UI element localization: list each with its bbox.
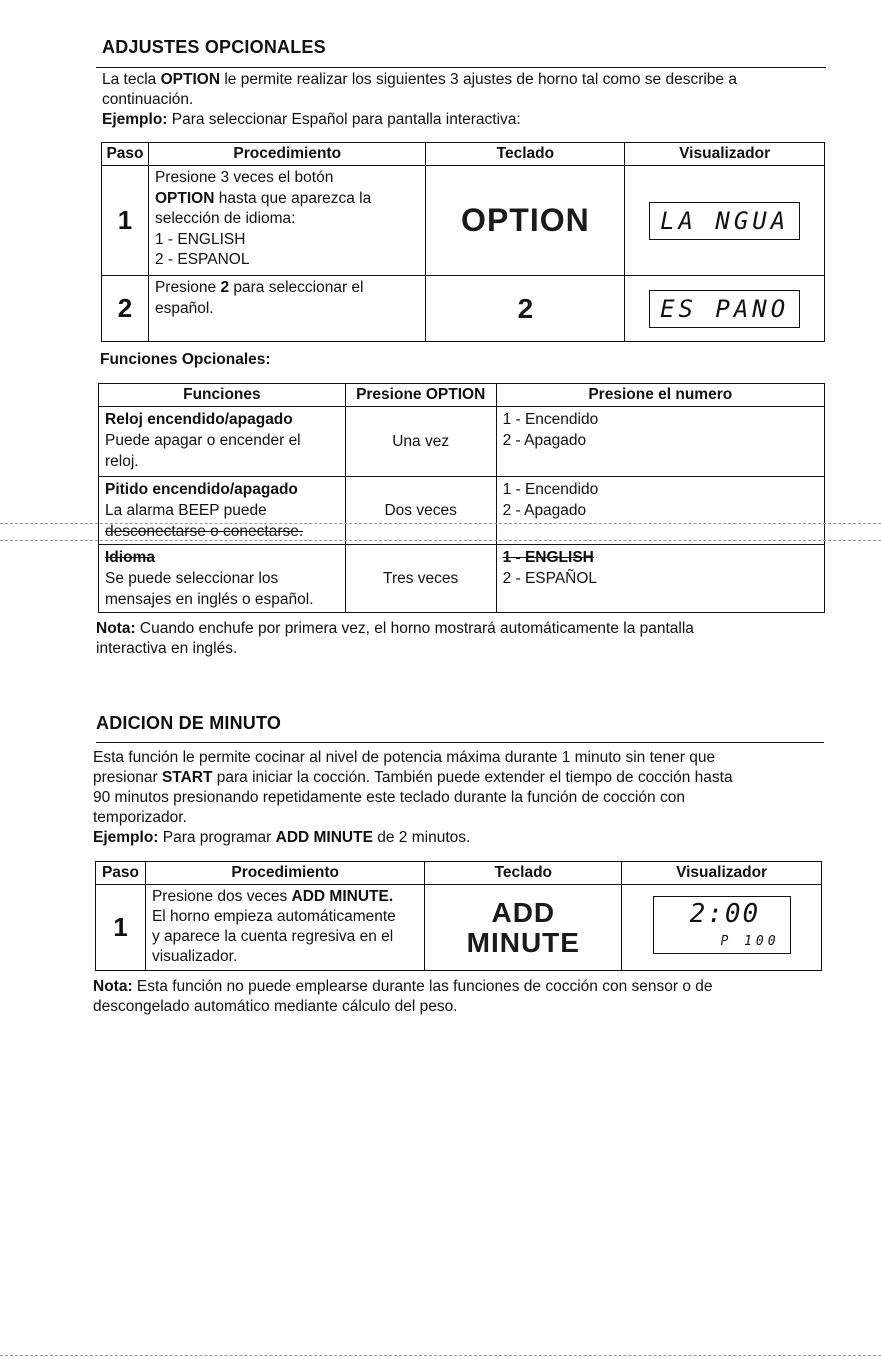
numbers-cell (496, 407, 824, 477)
header-paso: Paso (96, 862, 146, 885)
keypad-cell (426, 166, 625, 276)
example-label: Ejemplo: (102, 111, 168, 128)
option-steps-table (101, 142, 825, 342)
header-visualizador: Visualizador (622, 862, 822, 885)
title-rule (96, 67, 826, 68)
function-desc: Puede apagar o encender el (105, 432, 301, 449)
example-label: Ejemplo: (93, 829, 159, 846)
press-cell: Dos veces (345, 477, 496, 545)
example-key: ADD MINUTE (275, 829, 373, 846)
paragraph-line: Esta función le permite cocinar al nivel de potencia máxima durante 1 minuto sin tener que (93, 749, 716, 766)
procedure-line: OPTION hasta que aparezca la (154, 189, 372, 207)
procedure-line: español. (154, 299, 214, 317)
function-desc: desconectarse o conectarse. (105, 523, 304, 540)
paragraph-line: 90 minutos presionando repetidamente este teclado durante la función de cocción con (93, 789, 685, 806)
table-header-row (99, 384, 825, 407)
intro-text-post: le permite realizar los siguientes 3 ajustes de horno tal como se describe a (220, 71, 737, 88)
note-text: Esta función no puede emplearse durante las funciones de cocción con sensor o de (132, 978, 713, 995)
example-text: Para programar (158, 829, 276, 846)
table-row (102, 166, 825, 276)
procedure-line: Presione 3 veces el botón (154, 169, 334, 186)
table-header-row (96, 862, 822, 885)
procedure-key: ADD MINUTE. (291, 888, 394, 905)
header-teclado: Teclado (426, 143, 625, 166)
step-number: 1 (102, 166, 149, 276)
note-text: Cuando enchufe por primera vez, el horno mostrará automáticamente la pantalla (135, 620, 694, 637)
procedure-line: El horno empieza automáticamente (151, 908, 396, 925)
procedure-text: Presione dos veces (151, 888, 292, 905)
note-text: descongelado automático mediante cálculo del peso. (93, 998, 458, 1015)
numbers-cell (496, 545, 824, 613)
header-procedimiento: Procedimiento (145, 862, 425, 885)
table-header-row (102, 143, 825, 166)
procedure-cell (148, 276, 426, 342)
number-2-key: 2 (517, 292, 534, 324)
keypad-cell (425, 885, 622, 971)
function-title: Idioma (105, 549, 155, 566)
function-title: Pitido encendido/apagado (105, 481, 298, 498)
header-teclado: Teclado (425, 862, 622, 885)
note-label: Nota: (96, 620, 136, 637)
press-cell: Una vez (345, 407, 496, 477)
step-number: 1 (96, 885, 146, 971)
table-row (102, 276, 825, 342)
minute-key-line: MINUTE (466, 926, 580, 958)
header-visualizador: Visualizador (625, 143, 825, 166)
number-option: 2 - Apagado (502, 502, 587, 519)
lcd-time: 2:00 (689, 899, 761, 929)
header-funciones: Funciones (99, 384, 346, 407)
table-row (99, 477, 825, 545)
keypad-cell (426, 276, 625, 342)
adicion-paragraph (93, 748, 833, 848)
paragraph-text: para iniciar la cocción. También puede extender el tiempo de cocción hasta (216, 769, 733, 786)
example-text: de 2 minutos. (372, 829, 471, 846)
number-option: 2 - ESPAÑOL (502, 570, 598, 587)
step-number: 2 (102, 276, 149, 342)
add-key-line: ADD (491, 896, 556, 928)
intro-line2: continuación. (102, 91, 194, 108)
function-cell (99, 545, 346, 613)
header-presione-numero: Presione el numero (496, 384, 824, 407)
procedure-line: 2 - ESPANOL (154, 251, 250, 268)
example-text: Para seleccionar Español para pantalla interactiva: (167, 111, 521, 128)
header-procedimiento: Procedimiento (148, 143, 426, 166)
note-text: interactiva en inglés. (96, 640, 238, 657)
number-option: 1 - Encendido (502, 481, 599, 498)
section-title-ajustes: ADJUSTES OPCIONALES (102, 37, 326, 57)
procedure-cell (145, 885, 425, 971)
function-desc: reloj. (105, 453, 139, 470)
intro-key: OPTION (160, 71, 221, 88)
note-1 (96, 619, 836, 659)
note-2 (93, 977, 833, 1017)
table-row (99, 407, 825, 477)
scan-line (0, 523, 881, 524)
numbers-cell (496, 477, 824, 545)
functions-heading: Funciones Opcionales: (100, 351, 271, 368)
procedure-line (152, 887, 419, 907)
number-option: 2 - Apagado (502, 432, 587, 449)
display-cell (625, 276, 825, 342)
procedure-cell (148, 166, 426, 276)
start-key-text: START (161, 769, 213, 786)
option-key: OPTION (461, 202, 590, 238)
table-row (96, 885, 822, 971)
header-paso: Paso (102, 143, 149, 166)
function-cell (99, 407, 346, 477)
lcd-display: LA NGUA (649, 202, 800, 240)
procedure-line: selección de idioma: (154, 210, 296, 227)
section-title-adicion: ADICION DE MINUTO (96, 713, 282, 733)
display-cell (625, 166, 825, 276)
paragraph-line: temporizador. (93, 809, 187, 826)
function-desc: mensajes en inglés o español. (105, 591, 314, 608)
number-option: 1 - Encendido (502, 411, 599, 428)
scan-line (0, 1355, 881, 1356)
procedure-line: visualizador. (151, 948, 238, 965)
paragraph-text: presionar (93, 769, 162, 786)
procedure-line: Presione 2 para seleccionar el (154, 279, 364, 296)
lcd-display (653, 896, 791, 954)
function-desc: Se puede seleccionar los (105, 570, 279, 587)
header-presione-option: Presione OPTION (345, 384, 496, 407)
table-row (99, 545, 825, 613)
lcd-power: P 100 (720, 934, 780, 949)
note-label: Nota: (93, 978, 133, 995)
add-minute-table (95, 861, 822, 971)
function-desc: La alarma BEEP puede (105, 502, 267, 519)
function-cell (99, 477, 346, 545)
display-cell (622, 885, 822, 971)
intro-paragraph (102, 70, 832, 130)
intro-text-pre: La tecla (102, 71, 161, 88)
title-rule (96, 742, 824, 743)
press-cell: Tres veces (345, 545, 496, 613)
scan-line (0, 540, 881, 541)
functions-table (98, 383, 825, 613)
function-title: Reloj encendido/apagado (105, 411, 293, 428)
lcd-display: ES PANO (649, 290, 800, 328)
procedure-line: y aparece la cuenta regresiva en el (151, 928, 394, 945)
number-option: 1 - ENGLISH (502, 549, 594, 566)
procedure-line: 1 - ENGLISH (154, 230, 246, 248)
